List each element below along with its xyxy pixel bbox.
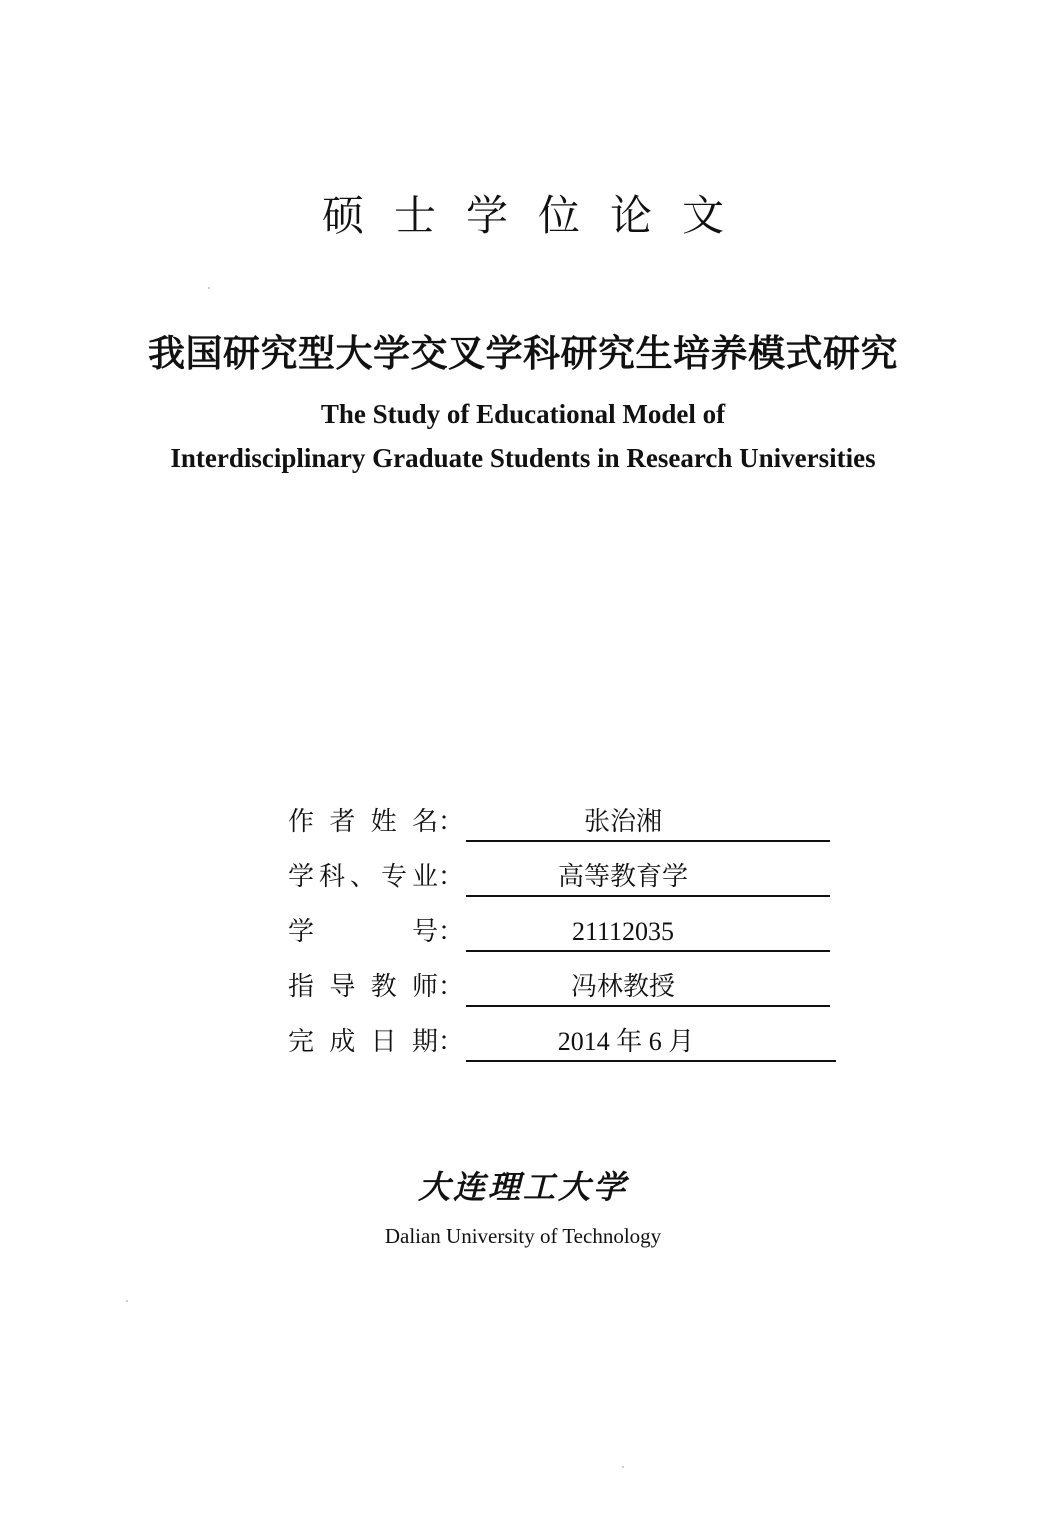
- degree-heading: 硕士学位论文: [321, 191, 754, 240]
- info-label-char: 师: [412, 972, 439, 1002]
- info-value-completion-date: 2014 年 6 月: [466, 1022, 836, 1062]
- info-label-char: 学: [288, 917, 315, 947]
- info-label-char: 姓: [370, 807, 397, 837]
- info-label-supervisor: [288, 967, 465, 1007]
- university-name-english: Dalian University of Technology: [384, 1224, 662, 1248]
- info-label-char: 完: [288, 1027, 315, 1057]
- thesis-title-chinese: 我国研究型大学交叉学科研究生培养模式研究: [148, 332, 898, 375]
- university-name-chinese: 大连理工大学: [417, 1168, 628, 1206]
- info-value-student-id: 21112035: [466, 912, 830, 952]
- info-label-char: 专: [381, 862, 408, 892]
- info-label-colon: ：: [438, 972, 465, 1002]
- info-label-char: 、: [350, 862, 377, 892]
- scan-speck: [126, 1300, 128, 1302]
- info-label-colon: ：: [438, 1027, 465, 1057]
- info-label-char: 成: [329, 1027, 356, 1057]
- thesis-title-english-line2: Interdisciplinary Graduate Students in Research Universities: [170, 443, 876, 473]
- info-label-char: 科: [319, 862, 346, 892]
- info-label-char: 者: [329, 807, 356, 837]
- info-value-author: 张治湘: [466, 802, 830, 842]
- info-label-char: 教: [370, 972, 397, 1002]
- info-row-major: [288, 851, 848, 906]
- info-label-char: 业: [412, 862, 439, 892]
- thesis-title-english: [0, 392, 1046, 480]
- info-label-char: 作: [288, 807, 315, 837]
- info-label-char: 名: [412, 807, 439, 837]
- info-label-completion-date: [288, 1022, 465, 1062]
- info-label-char: 指: [288, 972, 315, 1002]
- author-info-block: [288, 796, 848, 1071]
- info-label-colon: ：: [438, 917, 465, 947]
- thesis-title-english-line1: The Study of Educational Model of: [320, 399, 726, 429]
- info-row-completion-date: [288, 1016, 848, 1071]
- info-label-char: 期: [412, 1027, 439, 1057]
- info-row-author: [288, 796, 848, 851]
- info-label-char: 日: [370, 1027, 397, 1057]
- info-label-char: 号: [412, 917, 439, 947]
- info-value-supervisor: 冯林教授: [466, 967, 830, 1007]
- info-label-colon: ：: [438, 862, 465, 892]
- info-label-major: [288, 857, 465, 897]
- info-label-colon: ：: [438, 807, 465, 837]
- scan-speck: [208, 287, 210, 289]
- info-label-char: 导: [329, 972, 356, 1002]
- info-label-char: 学: [288, 862, 315, 892]
- scan-speck: [622, 1466, 624, 1468]
- info-value-major: 高等教育学: [466, 857, 830, 897]
- info-label-author: [288, 802, 465, 842]
- info-row-student-id: [288, 906, 848, 961]
- info-row-supervisor: [288, 961, 848, 1016]
- info-label-student-id: [288, 912, 465, 952]
